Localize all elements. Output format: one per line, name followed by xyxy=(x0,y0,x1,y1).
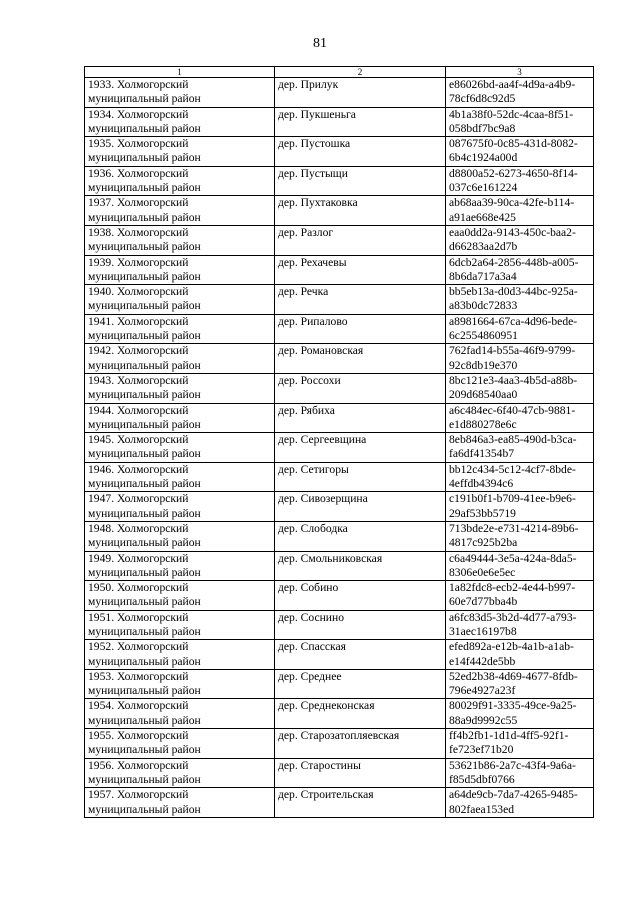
guid-part-1: ff4b2fb1-1d1d-4ff5-92f1- xyxy=(449,729,569,743)
settlement-name: дер. Сергеевщина xyxy=(278,433,367,447)
district-cell xyxy=(85,788,275,818)
row-number: 1947. xyxy=(88,492,115,506)
guid-part-1: 80029f91-3335-49ce-9a25- xyxy=(449,699,577,713)
settlement-name: дер. Слободка xyxy=(278,521,348,535)
district-name: Холмогорский xyxy=(117,344,189,358)
settlement-name: дер. Прилук xyxy=(278,78,339,91)
district-type: муниципальный район xyxy=(88,388,201,402)
settlement-cell xyxy=(275,492,446,522)
row-number: 1948. xyxy=(88,521,115,535)
district-type: муниципальный район xyxy=(88,772,201,786)
guid-cell xyxy=(446,581,594,611)
settlement-cell xyxy=(275,166,446,196)
settlement-cell xyxy=(275,610,446,640)
district-line-1 xyxy=(88,404,271,418)
guid-part-1: 1a82fdc8-ecb2-4e44-b997- xyxy=(449,581,576,595)
row-number: 1942. xyxy=(88,344,115,358)
guid-part-1: bb12c434-5c12-4cf7-8bde- xyxy=(449,462,576,476)
settlement-name: дер. Сивозерщина xyxy=(278,492,368,506)
district-name: Холмогорский xyxy=(117,196,189,210)
guid-cell xyxy=(446,314,594,344)
guid-cell xyxy=(446,166,594,196)
guid-cell xyxy=(446,225,594,255)
district-type: муниципальный район xyxy=(88,802,201,816)
guid-part-1: efed892a-e12b-4a1b-a1ab- xyxy=(449,640,574,654)
guid-part-2: 058bdf7bc9a8 xyxy=(449,121,516,135)
guid-part-2: f85d5dbf0766 xyxy=(449,772,515,786)
guid-part-1: a6c484ec-6f40-47cb-9881- xyxy=(449,403,576,417)
table-row xyxy=(85,788,594,818)
page-number: 81 xyxy=(313,36,327,51)
district-line-1 xyxy=(88,759,271,773)
table-row xyxy=(85,344,594,374)
settlement-name: дер. Спасская xyxy=(278,640,346,654)
settlement-cell xyxy=(275,285,446,315)
guid-part-1: a64de9cb-7da7-4265-9485- xyxy=(449,788,578,802)
settlement-name: дер. Старозатопляевская xyxy=(278,729,400,743)
row-number: 1941. xyxy=(88,314,115,328)
guid-part-1: a8981664-67ca-4d96-bede- xyxy=(449,314,578,328)
district-type: муниципальный район xyxy=(88,210,201,224)
guid-cell xyxy=(446,78,594,108)
settlement-cell xyxy=(275,788,446,818)
settlement-name: дер. Рябиха xyxy=(278,403,335,417)
guid-part-2: 8306e0e6e5ec xyxy=(449,565,516,579)
row-number: 1952. xyxy=(88,640,115,654)
settlement-name: дер. Романовская xyxy=(278,344,364,358)
row-number: 1951. xyxy=(88,610,115,624)
guid-cell xyxy=(446,758,594,788)
district-type: муниципальный район xyxy=(88,595,201,609)
row-number: 1937. xyxy=(88,196,115,210)
settlement-name: дер. Разлог xyxy=(278,225,334,239)
row-number: 1950. xyxy=(88,581,115,595)
guid-part-1: e86026bd-aa4f-4d9a-a4b9- xyxy=(449,78,576,91)
guid-part-2: 78cf6d8c92d5 xyxy=(449,92,516,106)
table-row xyxy=(85,729,594,759)
district-cell xyxy=(85,137,275,167)
district-name: Холмогорский xyxy=(117,285,189,299)
guid-part-1: 52ed2b38-4d69-4677-8fdb- xyxy=(449,669,578,683)
district-cell xyxy=(85,551,275,581)
row-number: 1940. xyxy=(88,285,115,299)
district-name: Холмогорский xyxy=(117,314,189,328)
district-type: муниципальный район xyxy=(88,358,201,372)
district-type: муниципальный район xyxy=(88,447,201,461)
district-name: Холмогорский xyxy=(117,462,189,476)
table-row xyxy=(85,225,594,255)
district-type: муниципальный район xyxy=(88,713,201,727)
table-row xyxy=(85,462,594,492)
table-row xyxy=(85,285,594,315)
district-name: Холмогорский xyxy=(117,433,189,447)
table-row xyxy=(85,758,594,788)
district-line-1 xyxy=(88,137,271,151)
district-type: муниципальный район xyxy=(88,151,201,165)
guid-cell xyxy=(446,669,594,699)
district-type: муниципальный район xyxy=(88,269,201,283)
settlement-cell xyxy=(275,758,446,788)
guid-part-1: 713bde2e-e731-4214-89b6- xyxy=(449,521,579,535)
guid-part-1: a6fc83d5-3b2d-4d77-a793- xyxy=(449,610,577,624)
district-line-1 xyxy=(88,463,271,477)
guid-cell xyxy=(446,729,594,759)
district-line-1 xyxy=(88,315,271,329)
guid-part-2: 88a9d9992c55 xyxy=(449,713,518,727)
district-type: муниципальный район xyxy=(88,181,201,195)
settlement-name: дер. Старостины xyxy=(278,758,361,772)
district-name: Холмогорский xyxy=(117,610,189,624)
district-line-1 xyxy=(88,552,271,566)
table-row xyxy=(85,492,594,522)
district-cell xyxy=(85,640,275,670)
guid-part-1: ab68aa39-90ca-42fe-b114- xyxy=(449,196,575,210)
guid-cell xyxy=(446,107,594,137)
district-type: муниципальный район xyxy=(88,684,201,698)
district-cell xyxy=(85,462,275,492)
table-header-row xyxy=(85,67,594,78)
district-line-1 xyxy=(88,729,271,743)
district-name: Холмогорский xyxy=(117,521,189,535)
guid-cell xyxy=(446,492,594,522)
settlement-cell xyxy=(275,729,446,759)
district-type: муниципальный район xyxy=(88,92,201,106)
guid-part-1: 53621b86-2a7c-43f4-9a6a- xyxy=(449,758,576,772)
guid-cell xyxy=(446,610,594,640)
district-cell xyxy=(85,433,275,463)
district-type: муниципальный район xyxy=(88,506,201,520)
district-cell xyxy=(85,492,275,522)
guid-part-2: d66283aa2d7b xyxy=(449,240,518,254)
district-name: Холмогорский xyxy=(117,699,189,713)
guid-part-2: 31aec16197b8 xyxy=(449,624,517,638)
guid-part-1: c6a49444-3e5a-424a-8da5- xyxy=(449,551,577,565)
district-cell xyxy=(85,729,275,759)
row-number: 1945. xyxy=(88,433,115,447)
guid-part-2: 92c8db19e370 xyxy=(449,358,518,372)
settlement-name: дер. Россохи xyxy=(278,373,341,387)
table-row xyxy=(85,78,594,108)
settlement-cell xyxy=(275,669,446,699)
district-name: Холмогорский xyxy=(117,669,189,683)
guid-part-2: fa6df41354b7 xyxy=(449,447,515,461)
district-line-1 xyxy=(88,78,271,92)
district-name: Холмогорский xyxy=(117,640,189,654)
settlement-cell xyxy=(275,255,446,285)
row-number: 1954. xyxy=(88,699,115,713)
guid-part-1: eaa0dd2a-9143-450c-baa2- xyxy=(449,225,576,239)
settlement-cell xyxy=(275,403,446,433)
guid-part-2: a91ae668e425 xyxy=(449,210,516,224)
district-type: муниципальный район xyxy=(88,477,201,491)
district-type: муниципальный район xyxy=(88,565,201,579)
district-cell xyxy=(85,758,275,788)
guid-cell xyxy=(446,788,594,818)
district-cell xyxy=(85,78,275,108)
guid-cell xyxy=(446,403,594,433)
settlement-name: дер. Среднеконская xyxy=(278,699,375,713)
settlement-cell xyxy=(275,344,446,374)
district-name: Холмогорский xyxy=(117,137,189,151)
column-header: 3 xyxy=(446,67,594,78)
column-header: 2 xyxy=(275,67,446,78)
district-type: муниципальный район xyxy=(88,240,201,254)
guid-part-2: a83b0dc72833 xyxy=(449,299,518,313)
settlement-name: дер. Среднее xyxy=(278,669,342,683)
row-number: 1943. xyxy=(88,373,115,387)
settlement-cell xyxy=(275,78,446,108)
district-line-1 xyxy=(88,788,271,802)
settlement-name: дер. Сетигоры xyxy=(278,462,349,476)
row-number: 1944. xyxy=(88,403,115,417)
guid-part-2: 6b4c1924a00d xyxy=(449,151,518,165)
settlement-cell xyxy=(275,521,446,551)
district-cell xyxy=(85,107,275,137)
guid-part-2: 4817c925b2ba xyxy=(449,536,518,550)
guid-cell xyxy=(446,521,594,551)
settlement-name: дер. Пустыщи xyxy=(278,166,348,180)
guid-cell xyxy=(446,699,594,729)
district-cell xyxy=(85,669,275,699)
guid-cell xyxy=(446,344,594,374)
guid-part-1: 8eb846a3-ea85-490d-b3ca- xyxy=(449,433,577,447)
district-cell xyxy=(85,373,275,403)
row-number: 1955. xyxy=(88,729,115,743)
district-name: Холмогорский xyxy=(117,78,189,91)
settlement-cell xyxy=(275,462,446,492)
district-line-1 xyxy=(88,285,271,299)
district-type: муниципальный район xyxy=(88,624,201,638)
settlement-cell xyxy=(275,433,446,463)
table-row xyxy=(85,137,594,167)
settlement-cell xyxy=(275,196,446,226)
table-row xyxy=(85,314,594,344)
table-row xyxy=(85,640,594,670)
settlement-name: дер. Пустошка xyxy=(278,137,351,151)
guid-cell xyxy=(446,285,594,315)
row-number: 1939. xyxy=(88,255,115,269)
guid-part-2: 6c2554860951 xyxy=(449,329,518,343)
settlement-name: дер. Собино xyxy=(278,581,339,595)
district-type: муниципальный район xyxy=(88,121,201,135)
guid-part-1: d8800a52-6273-4650-8f14- xyxy=(449,166,578,180)
row-number: 1953. xyxy=(88,669,115,683)
guid-cell xyxy=(446,137,594,167)
district-line-1 xyxy=(88,108,271,122)
settlement-name: дер. Строительская xyxy=(278,788,374,802)
table-row xyxy=(85,433,594,463)
guid-cell xyxy=(446,551,594,581)
table-row xyxy=(85,403,594,433)
district-cell xyxy=(85,344,275,374)
table-row xyxy=(85,521,594,551)
settlement-cell xyxy=(275,640,446,670)
district-cell xyxy=(85,285,275,315)
district-cell xyxy=(85,581,275,611)
guid-part-2: fe723ef71b20 xyxy=(449,743,514,757)
table-row xyxy=(85,699,594,729)
guid-part-1: 8bc121e3-4aa3-4b5d-a88b- xyxy=(449,373,578,387)
district-type: муниципальный район xyxy=(88,329,201,343)
guid-part-2: e14f442de5bb xyxy=(449,654,516,668)
district-line-1 xyxy=(88,699,271,713)
table-row xyxy=(85,166,594,196)
district-name: Холмогорский xyxy=(117,788,189,802)
row-number: 1946. xyxy=(88,462,115,476)
row-number: 1949. xyxy=(88,551,115,565)
guid-cell xyxy=(446,640,594,670)
district-cell xyxy=(85,521,275,551)
district-line-1 xyxy=(88,256,271,270)
row-number: 1938. xyxy=(88,225,115,239)
district-line-1 xyxy=(88,492,271,506)
guid-part-1: 4b1a38f0-52dc-4caa-8f51- xyxy=(449,107,574,121)
district-line-1 xyxy=(88,226,271,240)
table-row xyxy=(85,107,594,137)
district-cell xyxy=(85,610,275,640)
district-line-1 xyxy=(88,670,271,684)
settlements-table xyxy=(84,66,594,818)
district-name: Холмогорский xyxy=(117,551,189,565)
row-number: 1935. xyxy=(88,137,115,151)
table-row xyxy=(85,255,594,285)
district-name: Холмогорский xyxy=(117,729,189,743)
column-header: 1 xyxy=(85,67,275,78)
district-line-1 xyxy=(88,167,271,181)
district-line-1 xyxy=(88,611,271,625)
district-type: муниципальный район xyxy=(88,299,201,313)
guid-cell xyxy=(446,255,594,285)
district-line-1 xyxy=(88,344,271,358)
settlement-name: дер. Пухтаковка xyxy=(278,196,358,210)
guid-cell xyxy=(446,373,594,403)
row-number: 1933. xyxy=(88,78,115,91)
settlement-cell xyxy=(275,225,446,255)
district-cell xyxy=(85,166,275,196)
guid-part-2: 209d68540aa0 xyxy=(449,388,518,402)
guid-part-1: c191b0f1-b709-41ee-b9e6- xyxy=(449,492,576,506)
guid-cell xyxy=(446,196,594,226)
settlement-name: дер. Смольниковская xyxy=(278,551,383,565)
settlement-cell xyxy=(275,581,446,611)
district-line-1 xyxy=(88,374,271,388)
guid-cell xyxy=(446,462,594,492)
district-cell xyxy=(85,314,275,344)
row-number: 1957. xyxy=(88,788,115,802)
district-name: Холмогорский xyxy=(117,492,189,506)
district-line-1 xyxy=(88,581,271,595)
table-row xyxy=(85,669,594,699)
settlement-cell xyxy=(275,314,446,344)
district-line-1 xyxy=(88,522,271,536)
district-name: Холмогорский xyxy=(117,581,189,595)
settlement-cell xyxy=(275,373,446,403)
settlement-cell xyxy=(275,137,446,167)
settlement-cell xyxy=(275,551,446,581)
guid-part-1: 087675f0-0c85-431d-8082- xyxy=(449,137,578,151)
guid-part-2: 8b6da717a3a4 xyxy=(449,269,517,283)
district-type: муниципальный район xyxy=(88,743,201,757)
district-line-1 xyxy=(88,196,271,210)
row-number: 1956. xyxy=(88,758,115,772)
district-cell xyxy=(85,196,275,226)
guid-part-1: bb5eb13a-d0d3-44bc-925a- xyxy=(449,285,578,299)
guid-part-2: 4effdb4394c6 xyxy=(449,477,514,491)
district-type: муниципальный район xyxy=(88,654,201,668)
settlement-cell xyxy=(275,107,446,137)
guid-part-2: 802faea153ed xyxy=(449,802,515,816)
district-name: Холмогорский xyxy=(117,166,189,180)
district-type: муниципальный район xyxy=(88,536,201,550)
district-line-1 xyxy=(88,640,271,654)
settlement-name: дер. Пукшеньга xyxy=(278,107,356,121)
district-name: Холмогорский xyxy=(117,107,189,121)
guid-part-1: 762fad14-b55a-46f9-9799- xyxy=(449,344,576,358)
guid-part-2: 796e4927a23f xyxy=(449,684,516,698)
guid-part-2: 037c6e161224 xyxy=(449,181,518,195)
settlement-name: дер. Рипалово xyxy=(278,314,348,328)
settlement-name: дер. Рехачевы xyxy=(278,255,347,269)
guid-part-1: 6dcb2a64-2856-448b-a005- xyxy=(449,255,579,269)
district-type: муниципальный район xyxy=(88,417,201,431)
settlement-name: дер. Соснино xyxy=(278,610,345,624)
district-cell xyxy=(85,255,275,285)
district-cell xyxy=(85,225,275,255)
district-name: Холмогорский xyxy=(117,373,189,387)
district-name: Холмогорский xyxy=(117,758,189,772)
district-cell xyxy=(85,403,275,433)
guid-part-2: 29af53bb5719 xyxy=(449,506,516,520)
row-number: 1936. xyxy=(88,166,115,180)
table-row xyxy=(85,610,594,640)
table-body xyxy=(85,78,594,818)
district-name: Холмогорский xyxy=(117,225,189,239)
table-row xyxy=(85,581,594,611)
settlement-cell xyxy=(275,699,446,729)
settlement-name: дер. Речка xyxy=(278,285,329,299)
table-row xyxy=(85,196,594,226)
district-name: Холмогорский xyxy=(117,255,189,269)
district-cell xyxy=(85,699,275,729)
guid-part-2: 60e7d77bba4b xyxy=(449,595,518,609)
table-row xyxy=(85,551,594,581)
district-name: Холмогорский xyxy=(117,403,189,417)
district-line-1 xyxy=(88,433,271,447)
guid-cell xyxy=(446,433,594,463)
guid-part-2: e1d880278e6c xyxy=(449,417,517,431)
row-number: 1934. xyxy=(88,107,115,121)
table-row xyxy=(85,373,594,403)
